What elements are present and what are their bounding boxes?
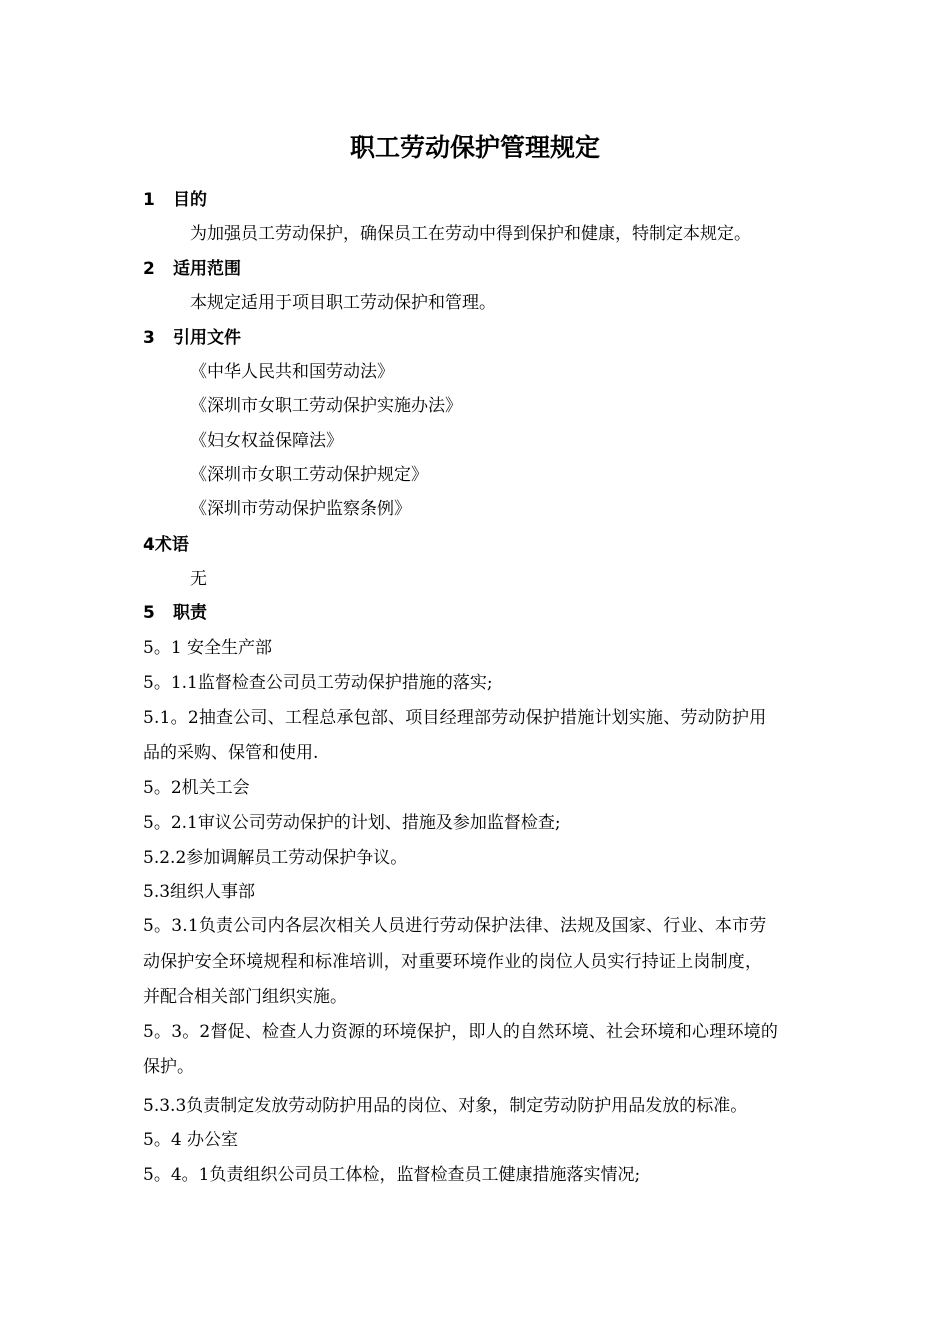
duty-line: 5。2机关工会	[143, 778, 250, 798]
duty-line: 5.2.2参加调解员工劳动保护争议。	[143, 848, 408, 868]
duty-line: 5。1.1监督检查公司员工劳动保护措施的落实;	[143, 673, 493, 693]
reference-item: 《妇女权益保障法》	[190, 431, 343, 451]
section-heading-purpose	[143, 188, 207, 212]
duty-line: 5。4。1负责组织公司员工体检，监督检查员工健康措施落实情况;	[143, 1165, 641, 1185]
section-heading-scope	[143, 257, 241, 281]
section-number: 2	[143, 259, 155, 279]
duty-line: 5。1 安全生产部	[143, 638, 273, 658]
section-title: 目的	[173, 190, 207, 210]
section-number: 1	[143, 190, 155, 210]
terms-text: 无	[190, 569, 207, 589]
reference-item: 《深圳市劳动保护监察条例》	[190, 499, 411, 519]
scope-text: 本规定适用于项目职工劳动保护和管理。	[190, 293, 496, 313]
section-heading-references	[143, 326, 241, 350]
section-title: 适用范围	[173, 259, 241, 279]
duty-line: 保护。	[143, 1057, 194, 1077]
section-title: 职责	[173, 603, 207, 623]
section-title: 引用文件	[173, 328, 241, 348]
duty-line: 5。2.1审议公司劳动保护的计划、措施及参加监督检查;	[143, 813, 561, 833]
section-heading-terms: 4术语	[143, 535, 189, 555]
duty-line: 5。3.1负责公司内各层次相关人员进行劳动保护法律、法规及国家、行业、本市劳	[143, 916, 767, 936]
duty-line: 5。4 办公室	[143, 1130, 239, 1150]
duty-line: 品的采购、保管和使用.	[143, 743, 319, 763]
duty-line: 动保护安全环境规程和标准培训，对重要环境作业的岗位人员实行持证上岗制度，	[143, 952, 763, 972]
section-number: 3	[143, 328, 155, 348]
section-number: 5	[143, 603, 155, 623]
duty-line: 并配合相关部门组织实施。	[143, 987, 347, 1007]
duty-line: 5.1。2抽查公司、工程总承包部、项目经理部劳动保护措施计划实施、劳动防护用	[143, 708, 767, 728]
reference-item: 《中华人民共和国劳动法》	[190, 362, 394, 382]
reference-item: 《深圳市女职工劳动保护实施办法》	[190, 396, 462, 416]
purpose-text: 为加强员工劳动保护，确保员工在劳动中得到保护和健康，特制定本规定。	[190, 224, 751, 244]
duty-line: 5。3。2督促、检查人力资源的环境保护，即人的自然环境、社会环境和心理环境的	[143, 1022, 779, 1042]
reference-item: 《深圳市女职工劳动保护规定》	[190, 465, 428, 485]
duty-line: 5.3组织人事部	[143, 882, 256, 902]
section-heading-duties	[143, 601, 207, 625]
document-title: 职工劳动保护管理规定	[349, 133, 600, 162]
duty-line: 5.3.3负责制定发放劳动防护用品的岗位、对象，制定劳动防护用品发放的标准。	[143, 1096, 748, 1116]
